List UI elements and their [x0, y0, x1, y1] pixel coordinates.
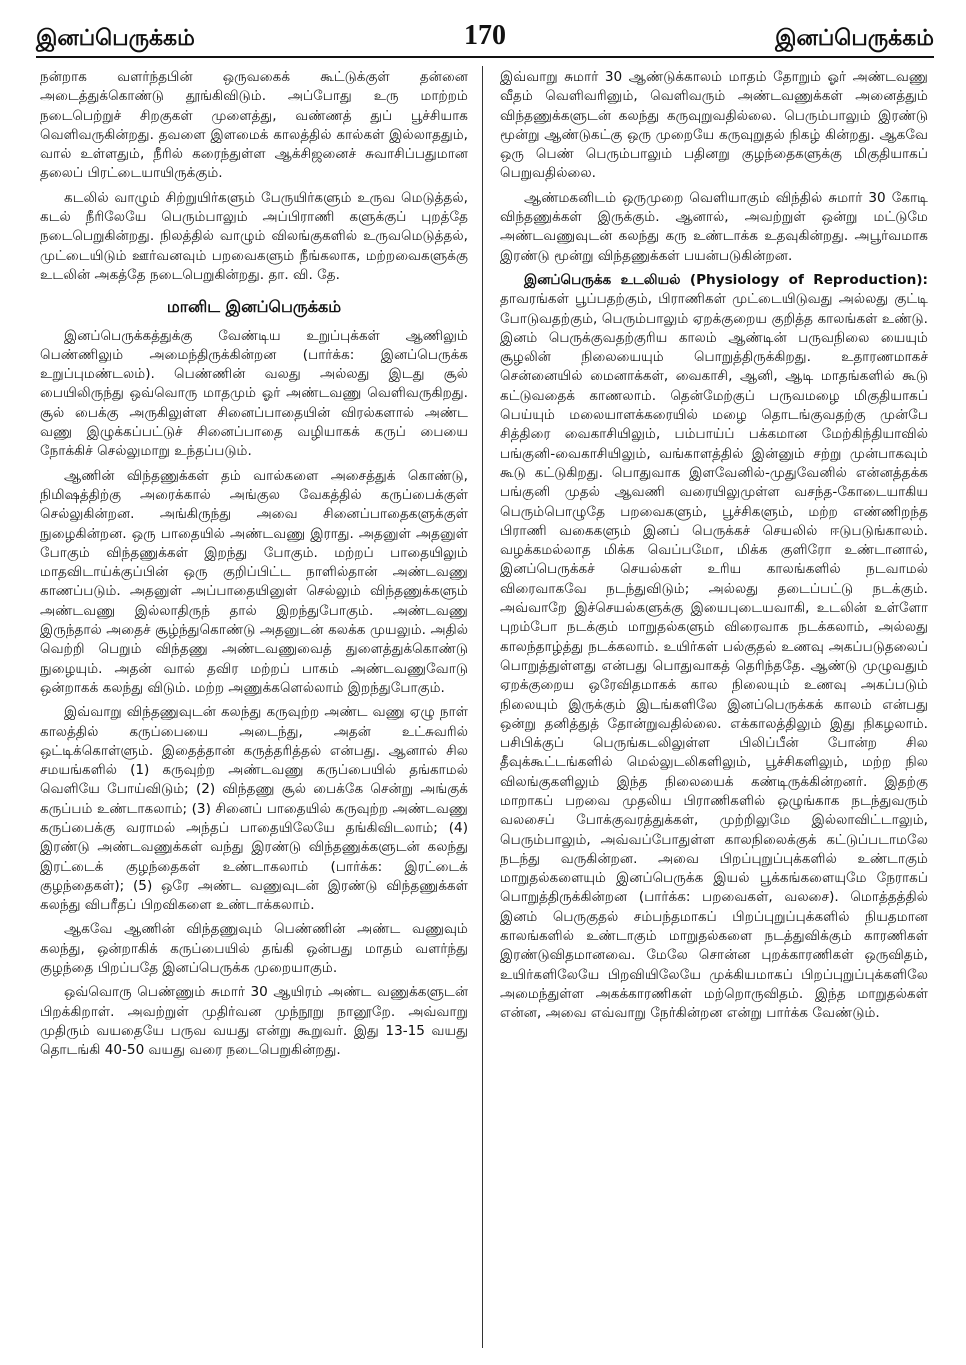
paragraph [500, 271, 928, 1024]
paragraph: இவ்வாறு விந்தணுவுடன் கலந்து கருவுற்ற அண்ட வணு ஏழு நாள் காலத்தில் கருப்பையை அடைந்து, அதன் உட்சுவரில் ஒட்டிக்கொள்ளும். இதைத்தான் கருத்தரித்தல் என்பது. ஆனால் சில சமயங்களில் (1) கருவுற்ற அண்டவணு கருப்பையில் தங்காமல் வெளியே போய்விடும்; (2) விந்தணு சூல் பைக்கே சென்று அங்குக் கருப்பம் உண்டாகலாம்; (3) சினைப் பாதையில் கருவுற்ற அண்டவணு கருப்பைக்கு வராமல் அந்தப் பாதையிலேயே தங்கிவிடலாம்; (4) இரண்டு அண்டவணுக்கள் வந்து இரண்டு விந்தணுக்களுடன் கலந்து இரட்டைக் குழந்தைகள் உண்டாகலாம் (பார்க்க: இரட்டைக் குழந்தைகள்); (5) ஒரே அண்ட வணுவுடன் இரண்டு விந்தணுக்கள் கலந்து விபரீதப் பிறவிகளை உண்டாக்கலாம். [40, 704, 468, 914]
paragraph: நன்றாக வளர்ந்தபின் ஒருவகைக் கூட்டுக்குள் தன்னை அடைத்துக்கொண்டு தூங்கிவிடும். அப்போது உரு மாற்றம் நடைபெற்றுச் சிறகுகள் முளைத்து, வண்ணத் துப் பூச்சியாக வெளிவருகின்றது. தவளை இளமைக் காலத்தில் கால்கள் இல்லாததும், வால் உள்ளதும், நீரில் கரைந்துள்ள ஆக்சிஜனைச் சுவாசிப்பதுமான தலைப் பிரட்டையாயிருக்கும். [40, 69, 468, 182]
paragraph: கடலில் வாழும் சிற்றுயிர்களும் பேருயிர்களும் உருவ மெடுத்தல், கடல் நீரிலேயே பெரும்பாலும் அப்பிராணி களுக்குப் புறத்தே நடைபெறுகின்றது. நிலத்தில் வாழும் விலங்குகளில் உருவமெடுத்தல், முட்டையிடும் ஊர்வனவும் பறவைகளும் நீங்கலாக, மற்றவைகளுக்கு உடலின் அகத்தே நடைபெறுகின்றது. தா. வி. தே. [40, 189, 468, 283]
paragraph: ஆகவே ஆணின் விந்தணுவும் பெண்ணின் அண்ட வணுவும் கலந்து, ஒன்றாகிக் கருப்பையில் தங்கி ஒன்பது மாதம் வளர்ந்து குழந்தை பிறப்பதே இனப்பெருக்க முறையாகும். [40, 921, 468, 977]
column-divider [482, 66, 483, 1348]
paragraph: இவ்வாறு சுமார் 30 ஆண்டுக்காலம் மாதம் தோறும் ஓர் அண்டவணு வீதம் வெளிவரினும், வெளிவரும் அண்டவணுக்கள் அனைத்தும் விந்தணுக்களுடன் கலந்து கருவுறுவதில்லை. பெரும்பாலும் இரண்டு மூன்று ஆண்டுகட்கு ஒரு முறையே கருவுறுதல் நிகழ் கின்றது. ஆகவே ஒரு பெண் பெரும்பாலும் பதினறு குழந்தைகளுக்கு மிகுதியாகப் பெறுவதில்லை. [500, 69, 928, 182]
paragraph-body: தாவரங்கள் பூப்பதற்கும், பிராணிகள் முட்டையிடுவது அல்லது குட்டி போடுவதற்கும், பெரும்பாலும் ஏறக்குறைய குறித்த காலங்கள் உண்டு. இனம் பெருக்குவதற்குரிய காலம் ஆண்டின் பருவநிலை யையும் சூழலின் நிலையையும் பொறுத்திருக்கிறது. உதாரணமாகச் சென்னையில் மைனாக்கள், வைகாசி, ஆனி, ஆடி மாதங்களில் கூடு கட்டுவதைக் காணலாம். தென்மேற்குப் பருவமழை மிகுதியாகப் பெய்யும் மலையாளக்கரையில் மழை தொடங்குவதற்கு முன்பே சித்திரை வைகாசியிலும், பம்பாய்ப் பக்கமான மேற்கிந்தியாவில் பங்குனி-வைகாசியிலும், வங்காளத்தில் இன்னும் சற்று முன்பாகவும் கூடு கட்டுகிறது. பொதுவாக இளவேனில்-முதுவேனில் என்னத்தக்க பங்குனி முதல் ஆவணி வரையிலுமுள்ள வசந்த-கோடையாகிய பெரும்பொழுதே பறவைகளும், பூச்சிகளும், மற்ற எண்ணிறந்த பிராணி வகைகளும் இனப் பெருக்கச் செயலில் ஈடுபடுங்காலம். வழக்கமல்லாத மிக்க வெப்பமோ, மிக்க குளிரோ உண்டானால், இனப்பெருக்கச் செயல்கள் உரிய காலங்களில் நடவாமல் விரைவாகவே நடந்துவிடும்; அல்லது தடைப்பட்டு நடக்கும். அவ்வாறே இச்செயல்களுக்கு இயைபுடையவாகி, உடலின் உள்ளோ புறம்போ நடக்கும் மாறுதல்களும் விரைவாக நடக்கலாம், அல்லது காலந்தாழ்த்து நடக்கலாம். உயிர்கள் பல்குதல் உணவு அகப்படுதலைப் பொறுத்துள்ளது என்பது பொதுவாகத் தெரிந்ததே. ஆண்டு முழுவதும் ஏறக்குறைய ஒரேவிதமாகக் கால நிலையும் உணவு அகப்படும் நிலையும் இருக்கும் இடங்களிலே இனப்பெருக்கக் காலம் என்பது ஒன்று தனித்துத் தோன்றுவதில்லை. எக்காலத்திலும் இது நிகழலாம். பசிபிக்குப் பெருங்கடலிலுள்ள பிலிப்பீன் போன்ற சில தீவுக்கூட்டங்களில் மெல்லுடலிகளிலும், பூச்சிகளிலும், மற்ற நில விலங்குகளிலும் இந்த நிலையைக் கண்டிருக்கின்றனர். இதற்கு மாறாகப் பறவை முதலிய பிராணிகளில் ஒழுங்காக நடந்துவரும் வலசைப் போக்குவரத்துக்கள், முற்றிலுமே இல்லாவிட்டாலும், பெரும்பாலும், அவ்வப்போதுள்ள காலநிலைக்குக் கட்டுப்படாமலே நடந்து வருகின்றன. அவை பிறப்புறுப்புக்களில் உண்டாகும் மாறுதல்களையும் இனப்பெருக்க இயல் பூக்கங்களையுமே நேராகப் பொறுத்திருக்கின்றன (பார்க்க: பறவைகள், வலசை). மொத்தத்தில் இனம் பெருகுதல் சம்பந்தமாகப் பிறப்புறுப்புக்களில் நியதமான காலங்களில் உண்டாகும் மாறுதல்களை நடத்துவிக்கும் காரணிகள் இரண்டுவிதமானவை. மேலே சொன்ன புறக்காரணிகள் ஒருவிதம், உயிர்களிலேயே பிறவியிலேயே முக்கியமாகப் பிறப்புறுப்புக்களிலே அமைந்துள்ள அகக்காரணிகள் மற்றொருவிதம். இந்த மாறுதல்கள் என்ன, அவை எவ்வாறு நேர்கின்றன என்று பார்க்க வேண்டும். [500, 291, 928, 1022]
running-title-left: இனப்பெருக்கம் [36, 26, 195, 51]
paragraph: ஆண்மகனிடம் ஒருமுறை வெளியாகும் விந்தில் சுமார் 30 கோடி விந்தணுக்கள் இருக்கும். ஆனால், அவற்றுள் ஒன்று மட்டுமே அண்டவணுவுடன் கலந்து கரு உண்டாக்க உதவுகின்றது. அபூர்வமாக இரண்டு மூன்று விந்தணுக்கள் பயன்படுகின்றன. [500, 189, 928, 264]
left-column [40, 68, 468, 1066]
paragraph-lead-heading: இனப்பெருக்க உடலியல் (Physiology of Reproduction): [524, 271, 928, 288]
right-column [500, 68, 928, 1029]
paragraph: ஒவ்வொரு பெண்ணும் சுமார் 30 ஆயிரம் அண்ட வணுக்களுடன் பிறக்கிறாள். அவற்றுள் முதிர்வன முந்நூறு நானூறே. அவ்வாறு முதிரும் வயதையே பருவ வயது என்று கூறுவர். இது 13-15 வயது தொடங்கி 40-50 வயது வரை நடைபெறுகின்றது. [40, 984, 468, 1059]
running-title-right: இனப்பெருக்கம் [775, 26, 934, 51]
page-number: 170 [464, 20, 506, 51]
paragraph: ஆணின் விந்தணுக்கள் தம் வால்களை அசைத்துக் கொண்டு, நிமிஷத்திற்கு அரைக்கால் அங்குல வேகத்தில் கருப்பைக்குள் செல்லுகின்றன. அங்கிருந்து அவை சினைப்பாதைகளுக்குள் நுழைகின்றன. ஒரு பாதையில் அண்டவணு இராது. அதனுள் அதனுள் போகும் விந்தணுக்கள் இறந்து போகும். மற்றப் பாதையிலும் மாதவிடாய்க்குப்பின் ஒரு குறிப்பிட்ட நாளில்தான் அண்டவணு காணப்படும். அதனுள் அப்பாதையினுள் செல்லும் விந்தணுக்களும் அண்டவணு இல்லாதிருந் தால் இறந்துபோகும். அண்டவணு இருந்தால் அதைச் சூழ்ந்துகொண்டு அதனுடன் கலக்க முயலும். அதில் வெற்றி பெறும் விந்தணு அண்டவணுவைத் துளைத்துக்கொண்டு நுழையும். அதன் வால் தவிர மற்றப் பாகம் அண்டவணுவோடு ஒன்றாகக் கலந்து விடும். மற்ற அணுக்களெல்லாம் இறந்துபோகும். [40, 467, 468, 696]
paragraph: இனப்பெருக்கத்துக்கு வேண்டிய உறுப்புக்கள் ஆணிலும் பெண்ணிலும் அமைந்திருக்கின்றன (பார்க்க: இனப்பெருக்க உறுப்புமண்டலம்). பெண்ணின் வலது அல்லது இடது சூல் பையிலிருந்து ஒவ்வொரு மாதமும் ஓர் அண்டவணு வெளிவருகிறது. சூல் பைக்கு அருகிலுள்ள சினைப்பாதையின் விரல்களால் அண்ட வணு இழுக்கப்பட்டுச் சினைப்பாதை வழியாகக் கருப் பையை நோக்கிச் செல்லுமாறு உந்தப்படும். [40, 327, 468, 460]
section-title: மானிட இனப்பெருக்கம் [166, 297, 342, 317]
page-header [36, 20, 934, 56]
header-rule [36, 56, 934, 58]
